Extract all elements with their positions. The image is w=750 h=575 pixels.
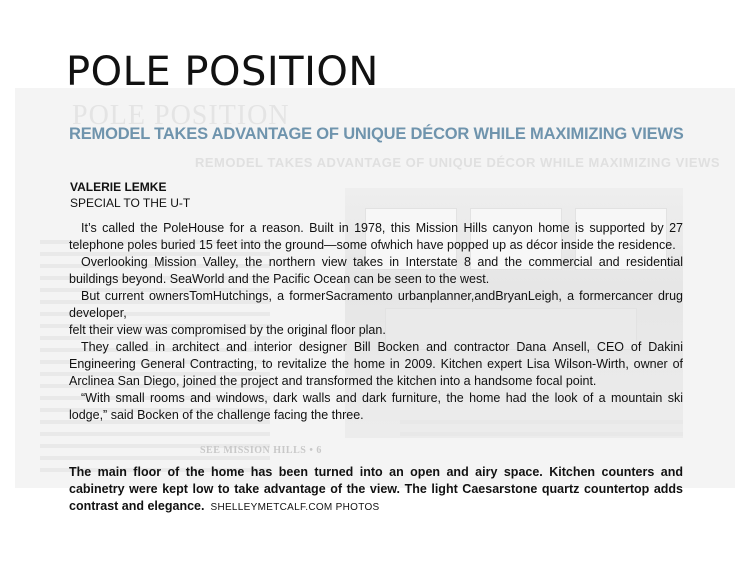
article-paragraph: felt their view was compromised by the original floor plan. [69,323,386,337]
background-ghost-subtitle: REMODEL TAKES ADVANTAGE OF UNIQUE DÉCOR WHILE MAXIMIZING VIEWS [195,155,721,170]
photo-caption [69,464,683,516]
background-ghost-title: POLE POSITION [72,100,290,131]
background-ghost-footer: SEE MISSION HILLS • 6 [200,445,322,456]
author-affiliation: SPECIAL TO THE U-T [70,196,191,210]
article-paragraph: Overlooking Mission Valley, the northern view takes in Interstate 8 and the commercial and residential buildings beyond. SeaWorld and the Pacific Ocean can be seen to the west. [69,255,683,286]
byline [70,179,190,211]
caption-text: The main floor of the home has been turned into an open and airy space. Kitchen counters and cabinetry were kept low to take advantage of the view. The light Caesarstone quartz countertop adds contrast and elegance. [69,465,683,513]
subheadline: REMODEL TAKES ADVANTAGE OF UNIQUE DÉCOR WHILE MAXIMIZING VIEWS [69,125,684,143]
article-paragraph: They called in architect and interior designer Bill Bocken and contractor Dana Ansell, CEO of Dakini Engineering General Contracting, to revitalize the home in 2009. Kitchen expert Lisa Wilson-Wirth, owner of Arclinea San Diego, joined the project and transformed the kitchen into a handsome focal point. [69,340,683,388]
photo-credit: SHELLEYMETCALF.COM PHOTOS [210,502,380,513]
headline: POLE POSITION [66,49,379,95]
author-name: VALERIE LEMKE [70,180,167,194]
article-body [69,220,683,424]
article-paragraph: “With small rooms and windows, dark walls and dark furniture, the home had the look of a mountain ski lodge,” said Bocken of the challenge facing the three. [69,391,683,422]
article-paragraph: But current ownersTomHutchings, a formerSacramento urbanplanner,andBryanLeigh, a formercancer drug developer, [69,289,683,320]
article-paragraph: It’s called the PoleHouse for a reason. Built in 1978, this Mission Hills canyon home is supported by 27 telephone poles buried 15 feet into the ground—some ofwhich have popped up as décor inside the residence. [69,221,683,252]
